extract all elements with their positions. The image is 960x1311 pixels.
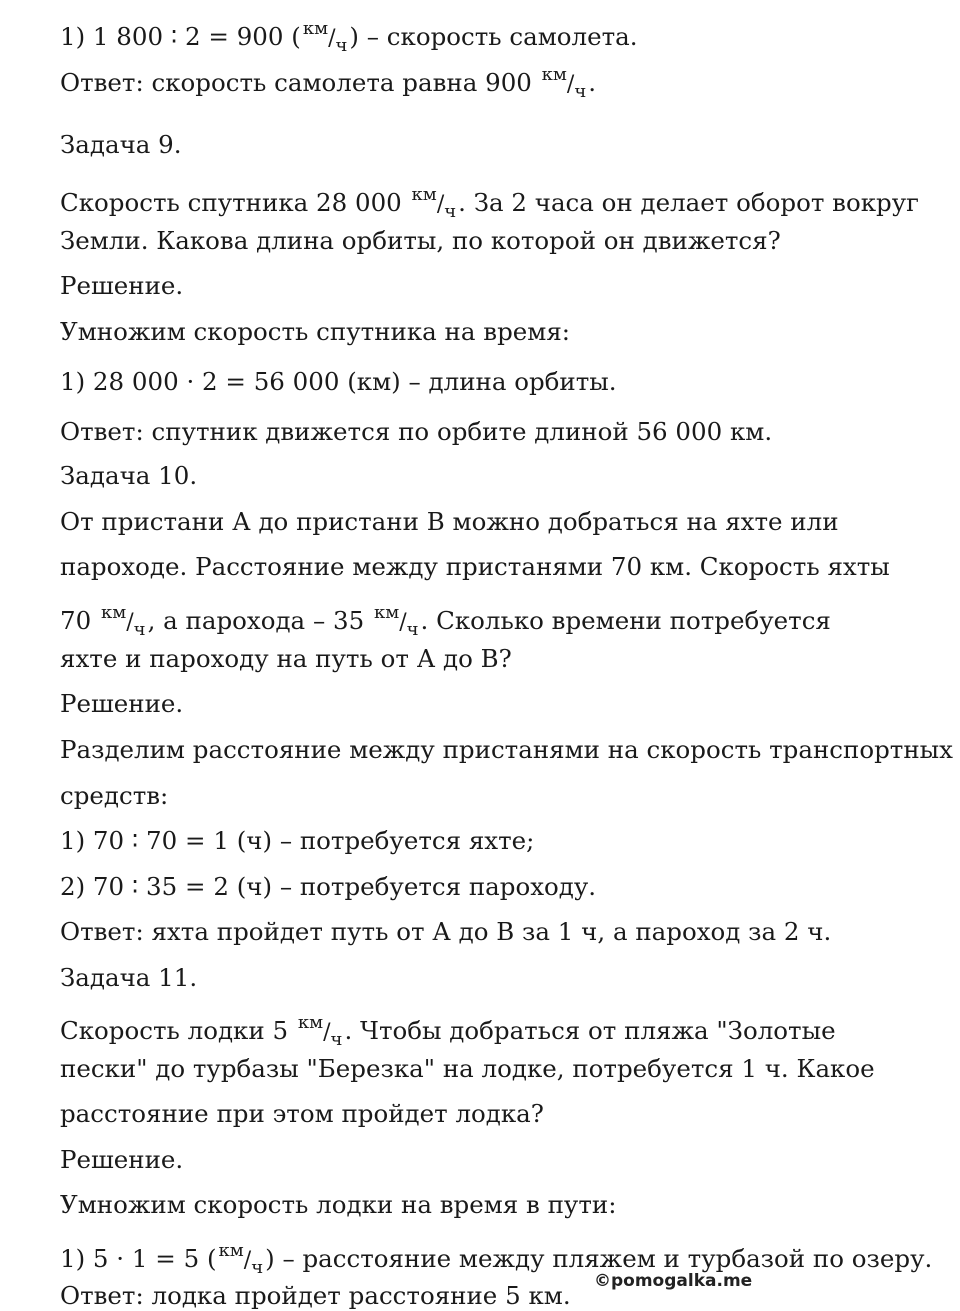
unit-denominator: ч (574, 81, 587, 102)
text-segment: Скорость спутника 28 000 (60, 188, 410, 217)
unit-denominator: ч (133, 619, 146, 640)
solution-heading: Решение. (60, 689, 184, 718)
task-text: От пристани А до пристани В можно добраться на яхте или (60, 507, 839, 536)
solution-heading: Решение. (60, 1145, 184, 1174)
text-segment: , а парохода – 35 (147, 606, 372, 635)
text-segment: 1) 5 · 1 = 5 ( (60, 1244, 217, 1273)
solution-text: Умножим скорость спутника на время: (60, 317, 571, 346)
solution-text: средств: (60, 781, 169, 810)
unit-denominator: ч (251, 1257, 264, 1278)
unit-numerator: км (302, 18, 329, 39)
unit-numerator: км (541, 64, 567, 85)
text-segment: Ответ: скорость самолета равна 900 (60, 68, 540, 97)
unit-denominator: ч (406, 619, 419, 640)
unit-fraction (298, 1008, 343, 1055)
unit-slash: / (243, 1248, 252, 1273)
text-segment: . Чтобы добраться от пляжа "Золотые (344, 1016, 836, 1045)
task-heading: Задача 11. (60, 963, 198, 992)
unit-fraction (219, 1236, 264, 1283)
unit-numerator: км (218, 1240, 244, 1261)
text-segment: 70 (60, 606, 99, 635)
solution-heading: Решение. (60, 271, 184, 300)
task-text: пароходе. Расстояние между пристанями 70 км. Скорость яхты (60, 552, 890, 581)
unit-numerator: км (100, 602, 127, 623)
task-heading: Задача 10. (60, 461, 198, 490)
text-segment: . Сколько времени потребуется (420, 606, 831, 635)
unit-slash: / (399, 610, 407, 635)
unit-fraction (412, 180, 457, 227)
solution-step-1: 1) 70 ∶ 70 = 1 (ч) – потребуется яхте; (60, 826, 535, 855)
task-text: пески" до турбазы "Березка" на лодке, потребуется 1 ч. Какое (60, 1054, 875, 1083)
task-text: яхте и пароходу на путь от А до В? (60, 644, 512, 673)
unit-slash: / (566, 72, 575, 97)
unit-numerator: км (411, 184, 437, 205)
text-segment: . (588, 68, 597, 97)
unit-denominator: ч (330, 1029, 343, 1050)
answer-line (60, 60, 596, 107)
solution-step-1: 1) 28 000 · 2 = 56 000 (км) – длина орбиты. (60, 367, 617, 396)
unit-numerator: км (373, 602, 400, 623)
task-text: Земли. Какова длина орбиты, по которой он движется? (60, 226, 781, 255)
unit-denominator: ч (444, 201, 457, 222)
task-text: расстояние при этом пройдет лодка? (60, 1099, 544, 1128)
solution-step-1 (60, 1236, 932, 1283)
solution-text: Разделим расстояние между пристанями на скорость транспортных (60, 735, 953, 764)
solution-step-2: 2) 70 ∶ 35 = 2 (ч) – потребуется пароходу. (60, 872, 597, 901)
unit-slash: / (126, 610, 134, 635)
unit-fraction (374, 598, 419, 645)
unit-slash: / (436, 192, 445, 217)
unit-numerator: км (297, 1012, 324, 1033)
answer-line: Ответ: спутник движется по орбите длиной 56 000 км. (60, 417, 773, 446)
task-text (60, 1008, 836, 1055)
task-text (60, 598, 831, 645)
text-segment: . За 2 часа он делает оборот вокруг (458, 188, 919, 217)
solution-step-1 (60, 14, 638, 61)
task-text (60, 180, 919, 227)
unit-slash: / (328, 26, 336, 51)
task-heading: Задача 9. (60, 130, 182, 159)
text-segment: ) – расстояние между пляжем и турбазой по озеру. (265, 1244, 933, 1273)
solution-text: Умножим скорость лодки на время в пути: (60, 1190, 617, 1219)
unit-fraction (101, 598, 146, 645)
unit-fraction (303, 14, 348, 61)
text-segment: Скорость лодки 5 (60, 1016, 296, 1045)
answer-line: Ответ: лодка пройдет расстояние 5 км. (60, 1281, 571, 1310)
unit-slash: / (323, 1020, 331, 1045)
answer-line: Ответ: яхта пройдет путь от А до В за 1 ч, а пароход за 2 ч. (60, 917, 832, 946)
text-segment: ) – скорость самолета. (349, 22, 638, 51)
unit-denominator: ч (335, 35, 348, 56)
text-segment: 1) 1 800 ∶ 2 = 900 ( (60, 22, 301, 51)
watermark: ©pomogalka.me (594, 1271, 753, 1291)
unit-fraction (542, 60, 587, 107)
